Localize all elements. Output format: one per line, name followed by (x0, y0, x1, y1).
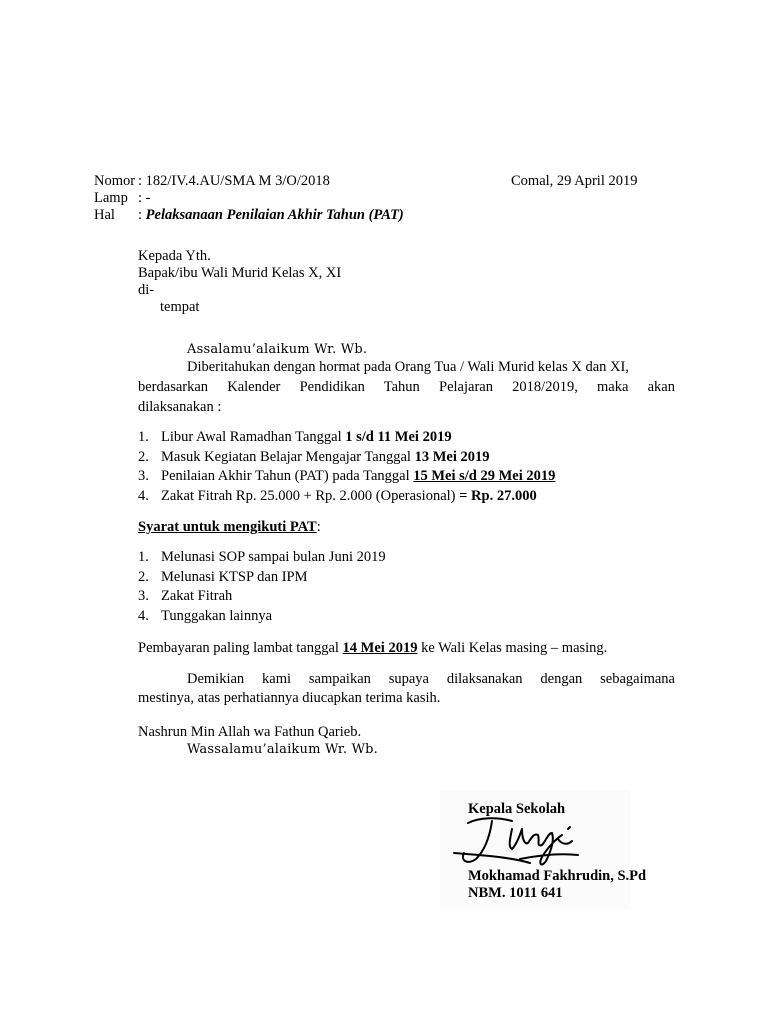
recipient-line-1: Kepada Yth. (138, 248, 211, 264)
list-item: 4. Zakat Fitrah Rp. 25.000 + Rp. 2.000 (Operasional) = Rp. 27.000 (138, 487, 537, 504)
hal-line (138, 206, 404, 224)
nomor-label: Nomor (94, 173, 136, 189)
nomor-value: : 182/IV.4.AU/SMA M 3/O/2018 (138, 173, 330, 189)
list-item: 2. Melunasi KTSP dan IPM (138, 568, 308, 585)
recipient-line-3: di- (138, 282, 155, 298)
list-item: 4. Tunggakan lainnya (138, 607, 273, 624)
lamp-label: Lamp (94, 190, 128, 206)
signature-nbm: NBM. 1011 641 (468, 885, 563, 901)
hal-colon: : (138, 207, 146, 223)
payment-line: Pembayaran paling lambat tanggal 14 Mei 2019 ke Wali Kelas masing – masing. (138, 640, 608, 656)
opening-line-3: dilaksanakan : (138, 399, 222, 415)
hal-subject: Pelaksanaan Penilaian Akhir Tahun (PAT) (145, 207, 404, 223)
list-item: 2. Masuk Kegiatan Belajar Mengajar Tanggal 13 Mei 2019 (138, 448, 490, 465)
recipient-line-2: Bapak/ibu Wali Murid Kelas X, XI (138, 265, 342, 281)
motto: Nashrun Min Allah wa Fathun Qarieb. (138, 724, 362, 740)
list-item: 1. Libur Awal Ramadhan Tanggal 1 s/d 11 Mei 2019 (138, 429, 452, 445)
closing-line-1: Demikian kami sampaikan supaya dilaksanakan dengan sebagaimana (187, 671, 675, 687)
lamp-value: : - (138, 190, 151, 206)
closing-line-2: mestinya, atas perhatiannya diucapkan terima kasih. (138, 690, 441, 706)
place-date: Comal, 29 April 2019 (511, 173, 638, 189)
signature-title: Kepala Sekolah (468, 801, 566, 817)
schedule-list (138, 428, 698, 506)
requirements-list (138, 548, 698, 626)
opening-line-1: Diberitahukan dengan hormat pada Orang Tua / Wali Murid kelas X dan XI, (187, 359, 629, 375)
greeting: Assalamu’alaikum Wr. Wb. (187, 342, 368, 357)
list-item: 3. Zakat Fitrah (138, 588, 233, 604)
farewell: Wassalamu’alaikum Wr. Wb. (187, 742, 378, 757)
list-item: 3. Penilaian Akhir Tahun (PAT) pada Tanggal 15 Mei s/d 29 Mei 2019 (138, 468, 556, 484)
list-item: 1. Melunasi SOP sampai bulan Juni 2019 (138, 549, 386, 565)
requirements-heading: Syarat untuk mengikuti PAT: (138, 519, 321, 535)
recipient-line-4: tempat (160, 299, 200, 315)
signature-name: Mokhamad Fakhrudin, S.Pd (468, 868, 647, 884)
opening-line-2: berdasarkan Kalender Pendidikan Tahun Pelajaran 2018/2019, maka akan (138, 379, 675, 395)
hal-label: Hal (94, 207, 115, 223)
